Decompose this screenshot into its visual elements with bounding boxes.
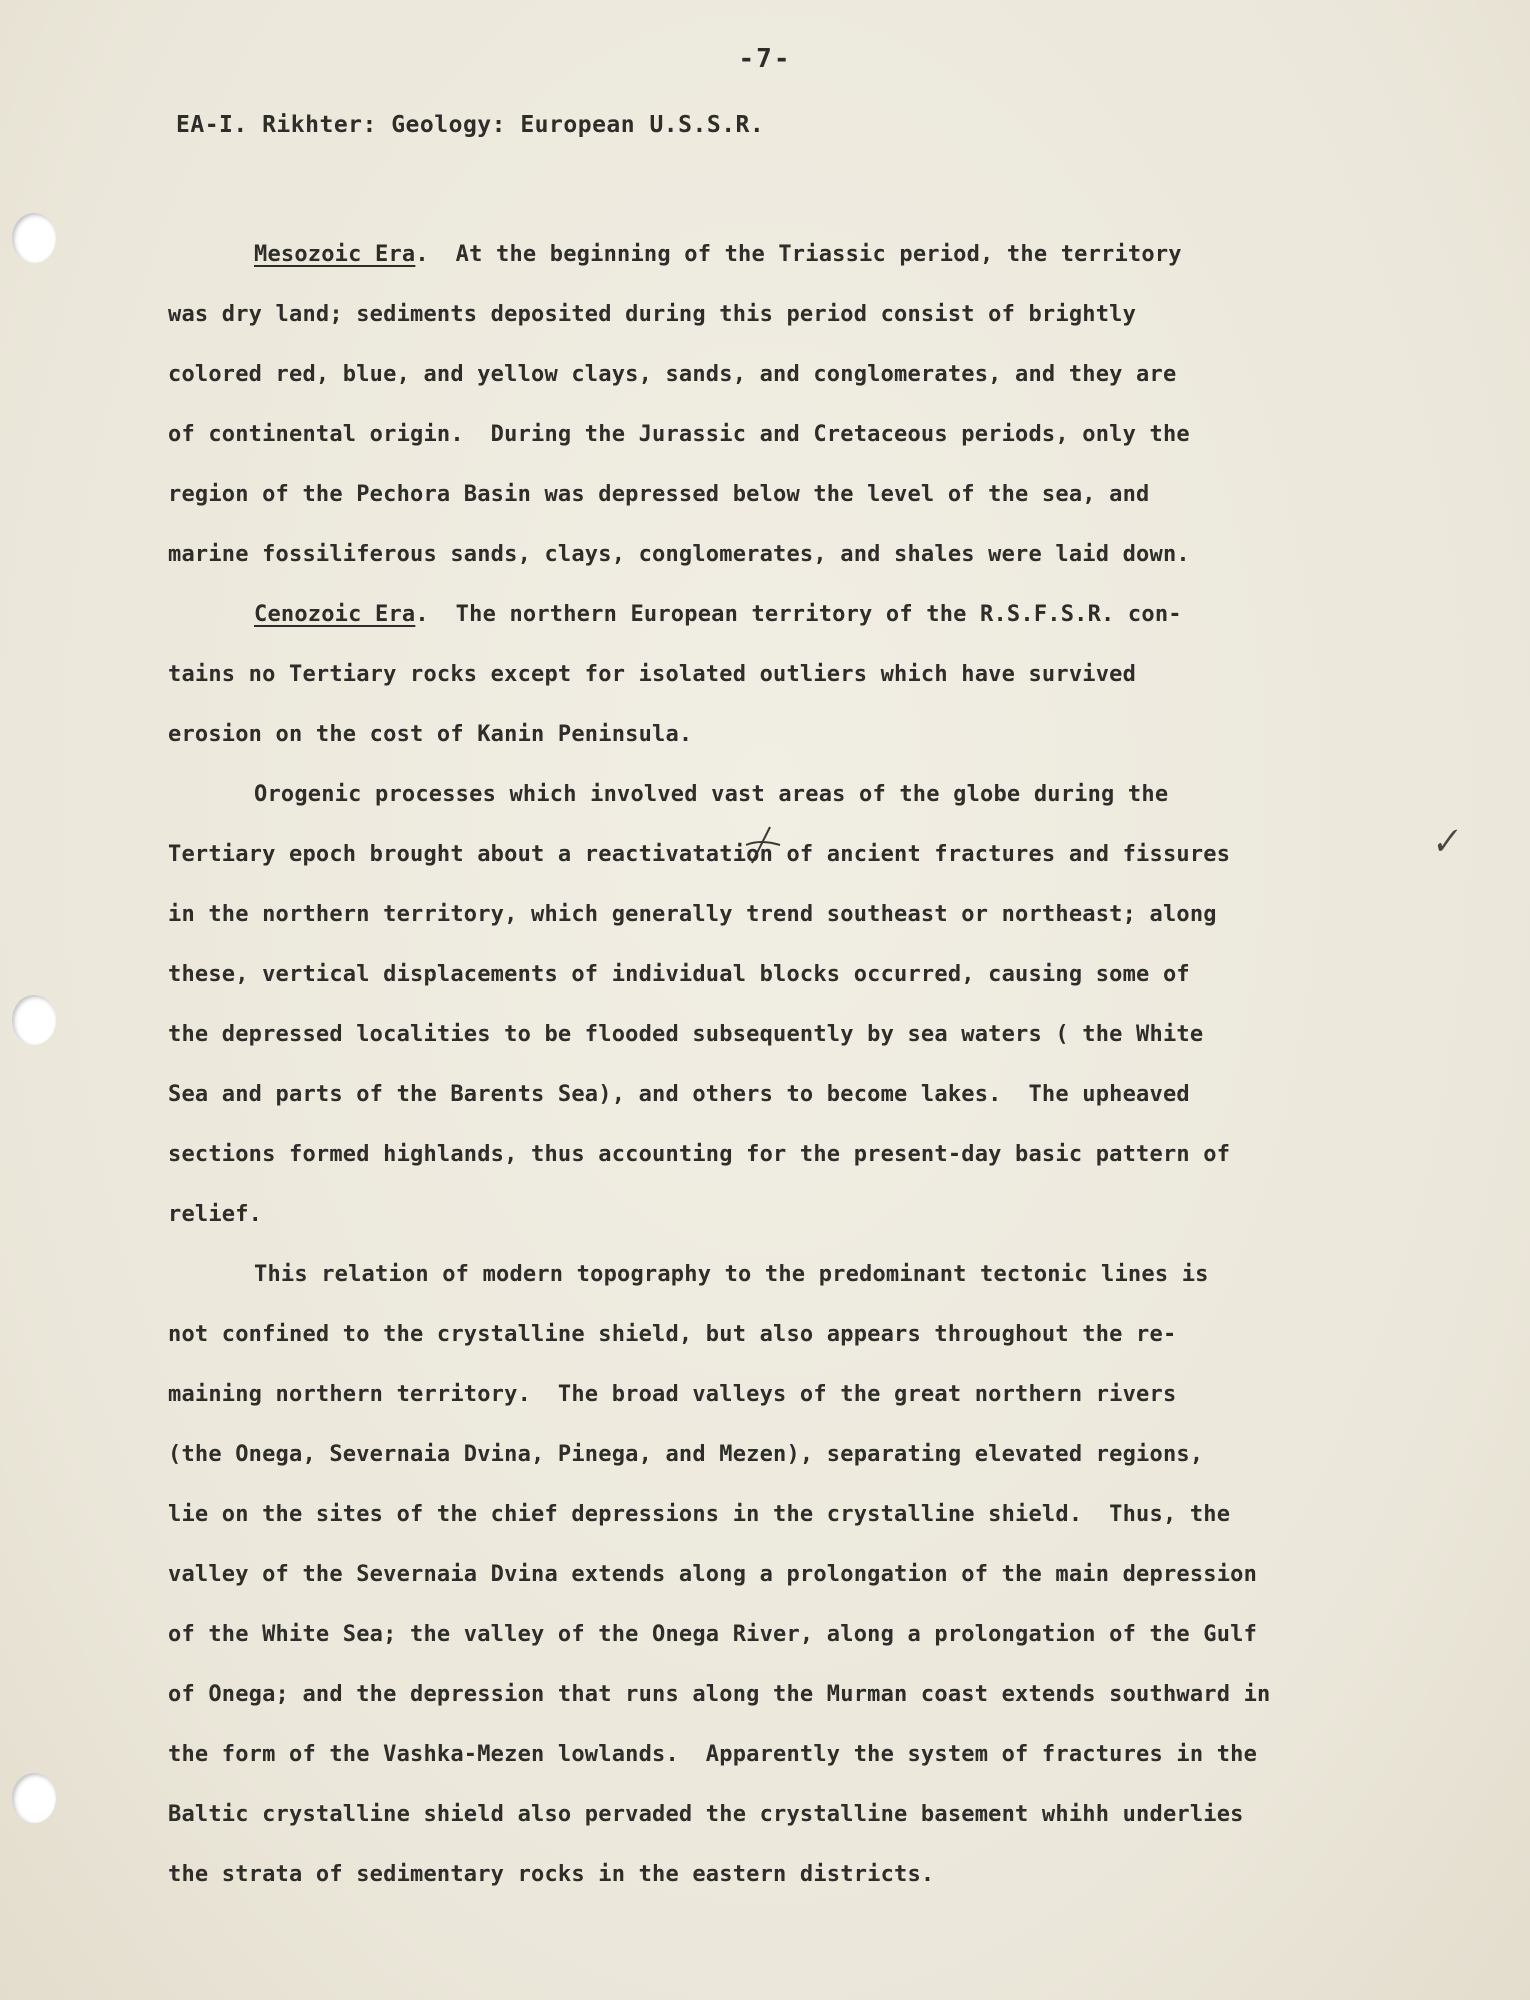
page-number: -7- xyxy=(738,44,792,74)
paragraph-line: not confined to the crystalline shield, but also appears throughout the re- xyxy=(168,1322,1177,1347)
paragraph-line: erosion on the cost of Kanin Peninsula. xyxy=(168,722,693,747)
paragraph-line: (the Onega, Severnaia Dvina, Pinega, and Mezen), separating elevated regions, xyxy=(168,1442,1204,1467)
paragraph-line: sections formed highlands, thus accounting for the present-day basic pattern of xyxy=(168,1142,1231,1167)
paragraph-line: marine fossiliferous sands, clays, conglomerates, and shales were laid down. xyxy=(168,542,1190,567)
punch-hole xyxy=(12,995,56,1045)
punch-hole xyxy=(12,213,56,263)
paragraph-line: Orogenic processes which involved vast areas of the globe during the xyxy=(254,782,1169,807)
paragraph-line: lie on the sites of the chief depressions in the crystalline shield. Thus, the xyxy=(168,1502,1231,1527)
paragraph-line: these, vertical displacements of individual blocks occurred, causing some of xyxy=(168,962,1190,987)
paragraph-line: relief. xyxy=(168,1202,263,1227)
paragraph-line: of the White Sea; the valley of the Onega River, along a prolongation of the Gulf xyxy=(168,1622,1258,1647)
paragraph-line: maining northern territory. The broad valleys of the great northern rivers xyxy=(168,1382,1177,1407)
paragraph-line: was dry land; sediments deposited during this period consist of brightly xyxy=(168,302,1137,327)
paragraph-line: the depressed localities to be flooded subsequently by sea waters ( the White xyxy=(168,1022,1204,1047)
paragraph-line: in the northern territory, which generally trend southeast or northeast; along xyxy=(168,902,1217,927)
paragraph-line: Baltic crystalline shield also pervaded the crystalline basement whihh underlies xyxy=(168,1802,1244,1827)
paragraph-line: Cenozoic Era. The northern European territory of the R.S.F.S.R. con- xyxy=(254,602,1182,627)
paragraph-line: the form of the Vashka-Mezen lowlands. Apparently the system of fractures in the xyxy=(168,1742,1258,1767)
section-heading-cenozoic: Cenozoic Era xyxy=(254,602,416,627)
paragraph-line: Sea and parts of the Barents Sea), and others to become lakes. The upheaved xyxy=(168,1082,1190,1107)
section-heading-mesozoic: Mesozoic Era xyxy=(254,242,416,267)
margin-check-mark: ✓ xyxy=(1428,816,1460,866)
paragraph-line: of continental origin. During the Jurassic and Cretaceous periods, only the xyxy=(168,422,1190,447)
paragraph-line: valley of the Severnaia Dvina extends along a prolongation of the main depression xyxy=(168,1562,1258,1587)
paragraph-line: of Onega; and the depression that runs along the Murman coast extends southward in xyxy=(168,1682,1271,1707)
paragraph-line: Tertiary epoch brought about a reactivatation of ancient fractures and fissures xyxy=(168,842,1231,867)
paragraph-line: colored red, blue, and yellow clays, sands, and conglomerates, and they are xyxy=(168,362,1177,387)
document-body xyxy=(168,225,1428,1905)
paragraph-line: This relation of modern topography to the predominant tectonic lines is xyxy=(254,1262,1209,1287)
paragraph-line: the strata of sedimentary rocks in the eastern districts. xyxy=(168,1862,935,1887)
paragraph-line: Mesozoic Era. At the beginning of the Triassic period, the territory xyxy=(254,242,1182,267)
punch-hole xyxy=(12,1773,56,1823)
paragraph-line: region of the Pechora Basin was depressed below the level of the sea, and xyxy=(168,482,1150,507)
document-header: EA-I. Rikhter: Geology: European U.S.S.R. xyxy=(176,112,765,138)
paragraph-line: tains no Tertiary rocks except for isolated outliers which have survived xyxy=(168,662,1137,687)
